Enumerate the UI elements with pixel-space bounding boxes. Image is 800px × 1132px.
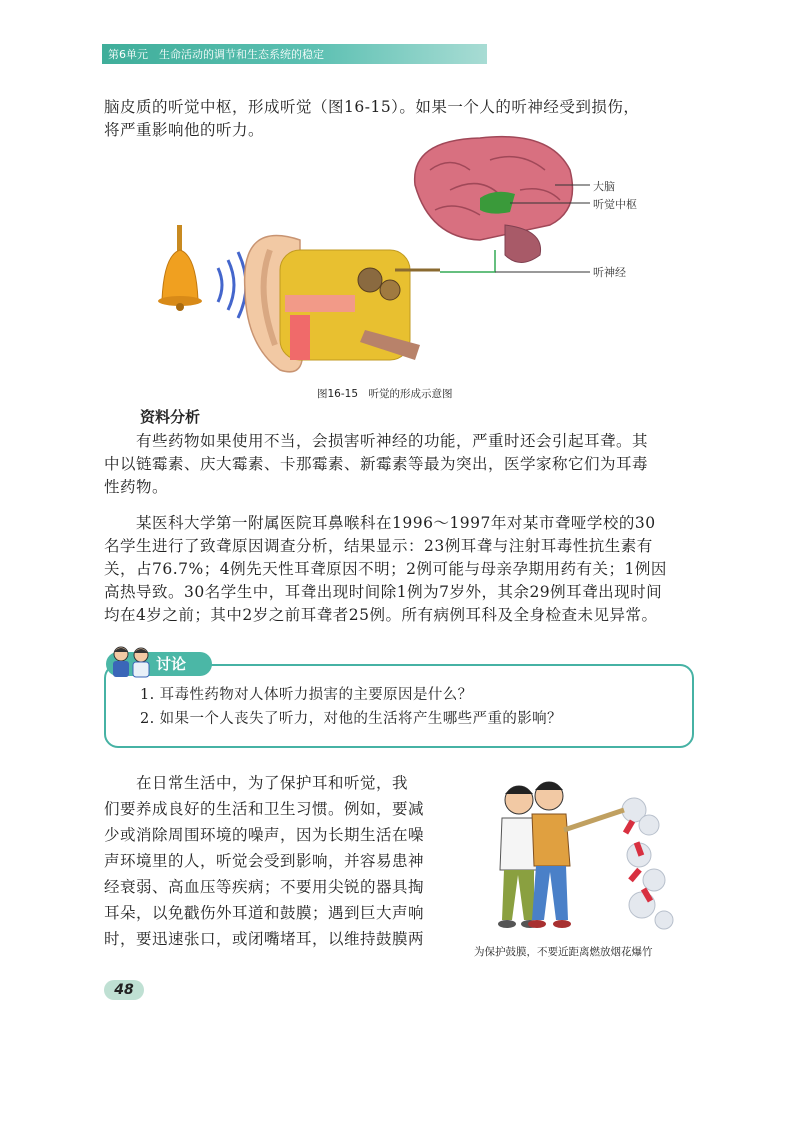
analysis-paragraph-2 bbox=[104, 512, 704, 627]
analysis-title: 资料分析 bbox=[140, 408, 201, 426]
discussion-item: 2. 如果一个人丧失了听力，对他的生活将产生哪些严重的影响？ bbox=[140, 711, 562, 727]
analysis-p1-line: 性药物。 bbox=[104, 478, 169, 496]
students-icon bbox=[108, 644, 154, 680]
bell-icon bbox=[158, 225, 202, 311]
sound-waves-icon bbox=[218, 252, 246, 318]
label-auditory-center: 听觉中枢 bbox=[593, 198, 637, 211]
analysis-p2-line: 某医科大学第一附属医院耳鼻喉科在1996～1997年对某市聋哑学校的30 bbox=[136, 514, 656, 532]
page-number: 48 bbox=[104, 980, 144, 1000]
hearing-diagram bbox=[150, 130, 690, 380]
body-line: 声环境里的人，听觉会受到影响，并容易患神 bbox=[104, 852, 425, 870]
firecracker-illustration bbox=[474, 770, 694, 940]
label-brain: 大脑 bbox=[593, 180, 615, 193]
body-line: 在日常生活中，为了保护耳和听觉，我 bbox=[136, 774, 409, 792]
nerve-line bbox=[440, 250, 495, 272]
discussion-list bbox=[140, 683, 680, 731]
analysis-p2-line: 关，占76.7%；4例先天性耳聋原因不明；2例可能与母亲孕期用药有关；1例因 bbox=[104, 560, 667, 578]
body-line: 少或消除周围环境的噪声，因为长期生活在噪 bbox=[104, 826, 425, 844]
analysis-p2-line: 高热导致。30名学生中，耳聋出现时间除1例为7岁外，其余29例耳聋出现时间 bbox=[104, 583, 663, 601]
body-line: 经衰弱、高血压等疾病；不要用尖锐的器具掏 bbox=[104, 878, 425, 896]
figure-caption-2: 为保护鼓膜，不要近距离燃放烟花爆竹 bbox=[474, 946, 653, 958]
body-line: 耳朵，以免戳伤外耳道和鼓膜；遇到巨大声响 bbox=[104, 904, 425, 922]
intro-line-1: 脑皮质的听觉中枢，形成听觉（图16-15）。如果一个人的听神经受到损伤， bbox=[104, 98, 640, 116]
boy-right bbox=[528, 782, 624, 928]
analysis-p1-line: 有些药物如果使用不当，会损害听神经的功能，严重时还会引起耳聋。其 bbox=[136, 432, 649, 450]
figure-caption-1: 图16-15 听觉的形成示意图 bbox=[317, 388, 453, 400]
analysis-p2-line: 均在4岁之前；其中2岁之前耳聋者25例。所有病例耳科及全身检查未见异常。 bbox=[104, 606, 658, 624]
label-auditory-nerve: 听神经 bbox=[593, 266, 626, 279]
body-text bbox=[104, 770, 464, 952]
analysis-p2-line: 名学生进行了致聋原因调查分析，结果显示：23例耳聋与注射耳毒性抗生素有 bbox=[104, 537, 653, 555]
analysis-paragraph-1 bbox=[104, 430, 704, 499]
body-line: 时，要迅速张口，或闭嘴堵耳，以维持鼓膜两 bbox=[104, 930, 425, 948]
discussion-title: 讨论 bbox=[156, 655, 187, 673]
ear-illustration bbox=[245, 236, 440, 372]
brain-illustration bbox=[415, 137, 573, 263]
chapter-title: 第6单元 生命活动的调节和生态系统的稳定 bbox=[108, 48, 324, 61]
body-line: 们要养成良好的生活和卫生习惯。例如，要减 bbox=[104, 800, 425, 818]
intro-line-2: 将严重影响他的听力。 bbox=[104, 121, 265, 139]
discussion-item: 1. 耳毒性药物对人体听力损害的主要原因是什么？ bbox=[140, 687, 473, 703]
analysis-p1-line: 中以链霉素、庆大霉素、卡那霉素、新霉素等最为突出，医学家称它们为耳毒 bbox=[104, 455, 649, 473]
